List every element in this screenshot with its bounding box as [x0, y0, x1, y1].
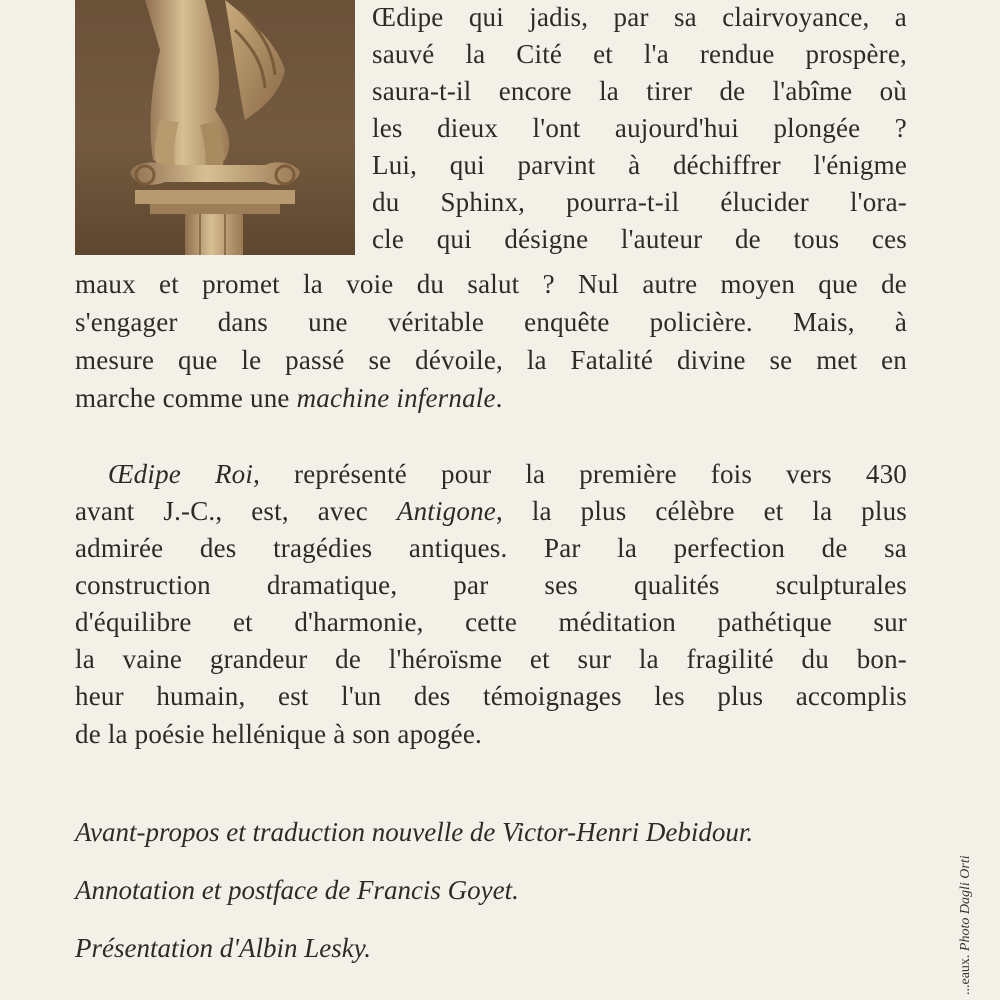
- paragraph2-line-2: avant J.-C., est, avec Antigone, la plus célèbre et la plus: [75, 496, 907, 526]
- machine-infernale-italic: machine infernale: [296, 383, 496, 413]
- paragraph2-line-5: d'équilibre et d'harmonie, cette méditation pathétique sur: [75, 607, 907, 637]
- paragraph1-line-6: du Sphinx, pourra-t-il élucider l'ora-: [372, 187, 907, 217]
- photo-credit-vertical: ...eaux. Photo Dagli Orti: [958, 855, 973, 995]
- antigone-title: Antigone: [396, 496, 496, 526]
- paragraph2-line-3: admirée des tragédies antiques. Par la perfection de sa: [75, 533, 907, 563]
- credit-presentation: Présentation d'Albin Lesky.: [75, 933, 371, 963]
- paragraph2-line-6: la vaine grandeur de l'héroïsme et sur la fragilité du bon-: [75, 644, 907, 674]
- paragraph2-line-4: construction dramatique, par ses qualités sculpturales: [75, 570, 907, 600]
- paragraph1-line-5: Lui, qui parvint à déchiffrer l'énigme: [372, 150, 907, 180]
- sphinx-statue-image: [75, 0, 355, 255]
- paragraph1-line-11: marche comme une machine infernale.: [75, 383, 503, 413]
- paragraph1-line-7: cle qui désigne l'auteur de tous ces: [372, 224, 907, 254]
- paragraph1-line-10: mesure que le passé se dévoile, la Fatalité divine se met en: [75, 345, 907, 375]
- credit-translation: Avant-propos et traduction nouvelle de Victor-Henri Debidour.: [75, 817, 754, 847]
- paragraph1-line-8: maux et promet la voie du salut ? Nul autre moyen que de: [75, 269, 907, 299]
- paragraph1-line-1: Œdipe qui jadis, par sa clairvoyance, a: [372, 2, 907, 32]
- paragraph2-line-8: de la poésie hellénique à son apogée.: [75, 719, 482, 749]
- oedipe-roi-title: Œdipe Roi: [108, 459, 254, 489]
- paragraph2-line-7: heur humain, est l'un des témoignages les plus accomplis: [75, 681, 907, 711]
- paragraph1-line-3: saura-t-il encore la tirer de l'abîme où: [372, 76, 907, 106]
- credit-annotation: Annotation et postface de Francis Goyet.: [75, 875, 519, 905]
- paragraph2-line-1: Œdipe Roi, représenté pour la première fois vers 430: [108, 459, 907, 489]
- paragraph1-line-2: sauvé la Cité et l'a rendue prospère,: [372, 39, 907, 69]
- paragraph1-line-4: les dieux l'ont aujourd'hui plongée ?: [372, 113, 907, 143]
- paragraph1-line-9: s'engager dans une véritable enquête policière. Mais, à: [75, 307, 907, 337]
